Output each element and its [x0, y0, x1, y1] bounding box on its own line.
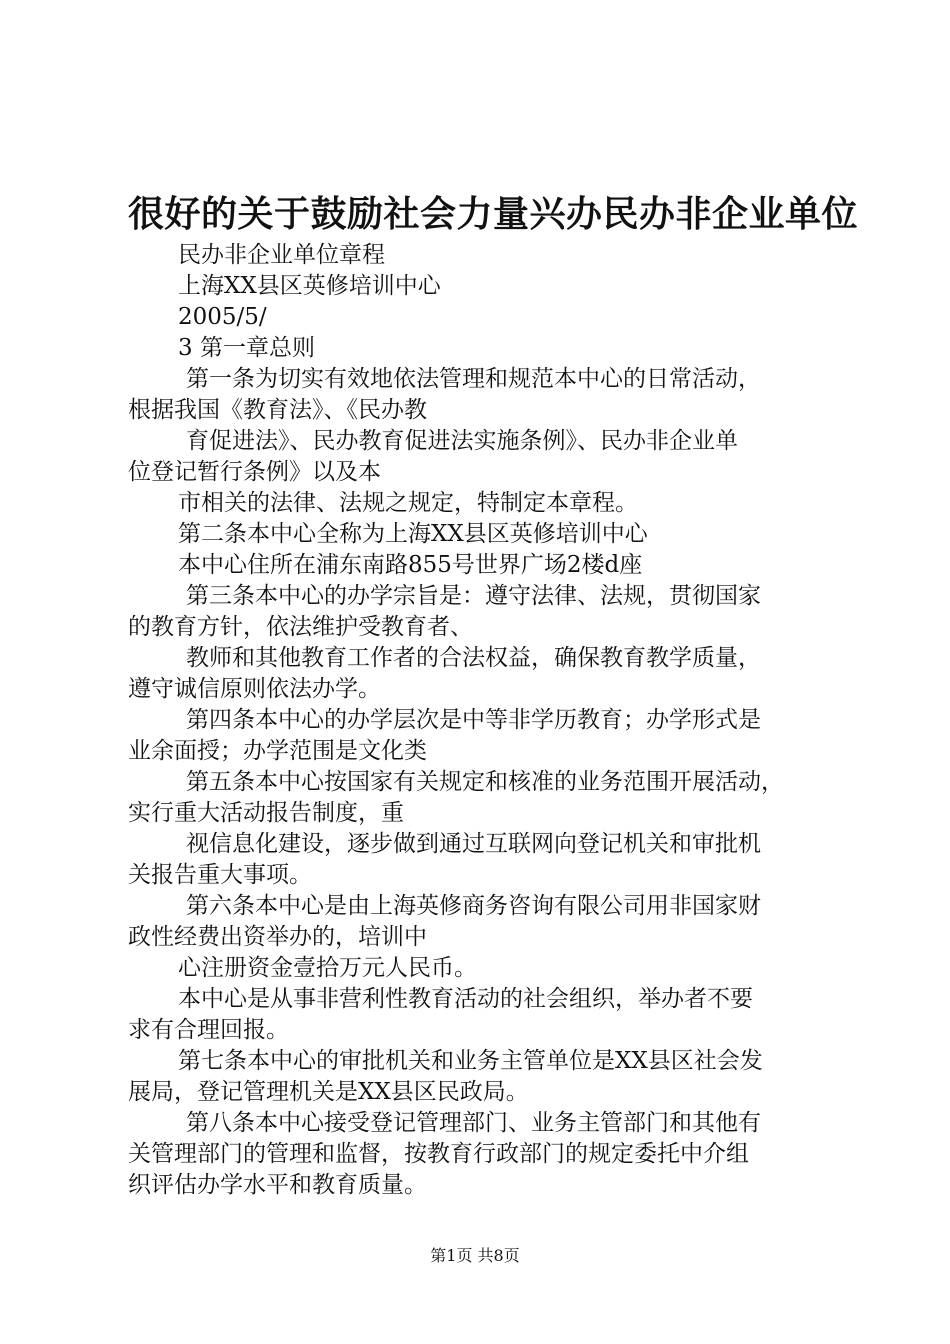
document-line: 实行重大活动报告制度，重: [128, 800, 404, 826]
page-footer: 第1页 共8页: [430, 1246, 520, 1265]
document-line: 根据我国《教育法》、《民办教: [128, 397, 427, 423]
document-line: 3 第一章总则: [178, 335, 315, 361]
document-line: 第八条本中心接受登记管理部门、业务主管部门和其他有: [186, 1110, 761, 1136]
document-line: 遵守诚信原则依法办学。: [128, 676, 381, 702]
document-line: 位登记暂行条例》以及本: [128, 459, 381, 485]
document-line: 展局，登记管理机关是XX县区民政局。: [128, 1079, 529, 1105]
document-line: 政性经费出资举办的，培训中: [128, 924, 427, 950]
document-title: 很好的关于鼓励社会力量兴办民办非企业单位: [128, 193, 859, 235]
document-line: 2005/5/: [178, 304, 267, 330]
document-line: 求有合理回报。: [128, 1017, 289, 1043]
document-line: 关管理部门的管理和监督，按教育行政部门的规定委托中介组: [128, 1141, 749, 1167]
document-line: 上海XX县区英修培训中心: [178, 273, 441, 299]
document-line: 关报告重大事项。: [128, 862, 312, 888]
document-line: 第六条本中心是由上海英修商务咨询有限公司用非国家财: [186, 893, 761, 919]
document-line: 第五条本中心按国家有关规定和核准的业务范围开展活动，: [186, 769, 784, 795]
document-line: 第四条本中心的办学层次是中等非学历教育；办学形式是: [186, 707, 761, 733]
document-line: 本中心住所在浦东南路855号世界广场2楼d座: [178, 552, 643, 578]
document-line: 织评估办学水平和教育质量。: [128, 1172, 427, 1198]
document-line: 第二条本中心全称为上海XX县区英修培训中心: [178, 521, 648, 547]
document-line: 第一条为切实有效地依法管理和规范本中心的日常活动，: [186, 366, 761, 392]
document-line: 教师和其他教育工作者的合法权益，确保教育教学质量，: [186, 645, 761, 671]
document-line: 市相关的法律、法规之规定，特制定本章程。: [178, 490, 638, 516]
document-line: 民办非企业单位章程: [178, 242, 385, 268]
document-body: [128, 240, 834, 1201]
document-line: 第七条本中心的审批机关和业务主管单位是XX县区社会发: [178, 1048, 763, 1074]
document-line: 业余面授；办学范围是文化类: [128, 738, 427, 764]
document-line: 视信息化建设，逐步做到通过互联网向登记机关和审批机: [186, 831, 761, 857]
document-line: 第三条本中心的办学宗旨是：遵守法律、法规，贯彻国家: [186, 583, 761, 609]
document-line: 心注册资金壹拾万元人民币。: [178, 955, 477, 981]
document-line: 育促进法》、民办教育促进法实施条例》、民办非企业单: [186, 428, 738, 454]
document-line: 的教育方针，依法维护受教育者、: [128, 614, 473, 640]
document-line: 本中心是从事非营利性教育活动的社会组织，举办者不要: [178, 986, 753, 1012]
